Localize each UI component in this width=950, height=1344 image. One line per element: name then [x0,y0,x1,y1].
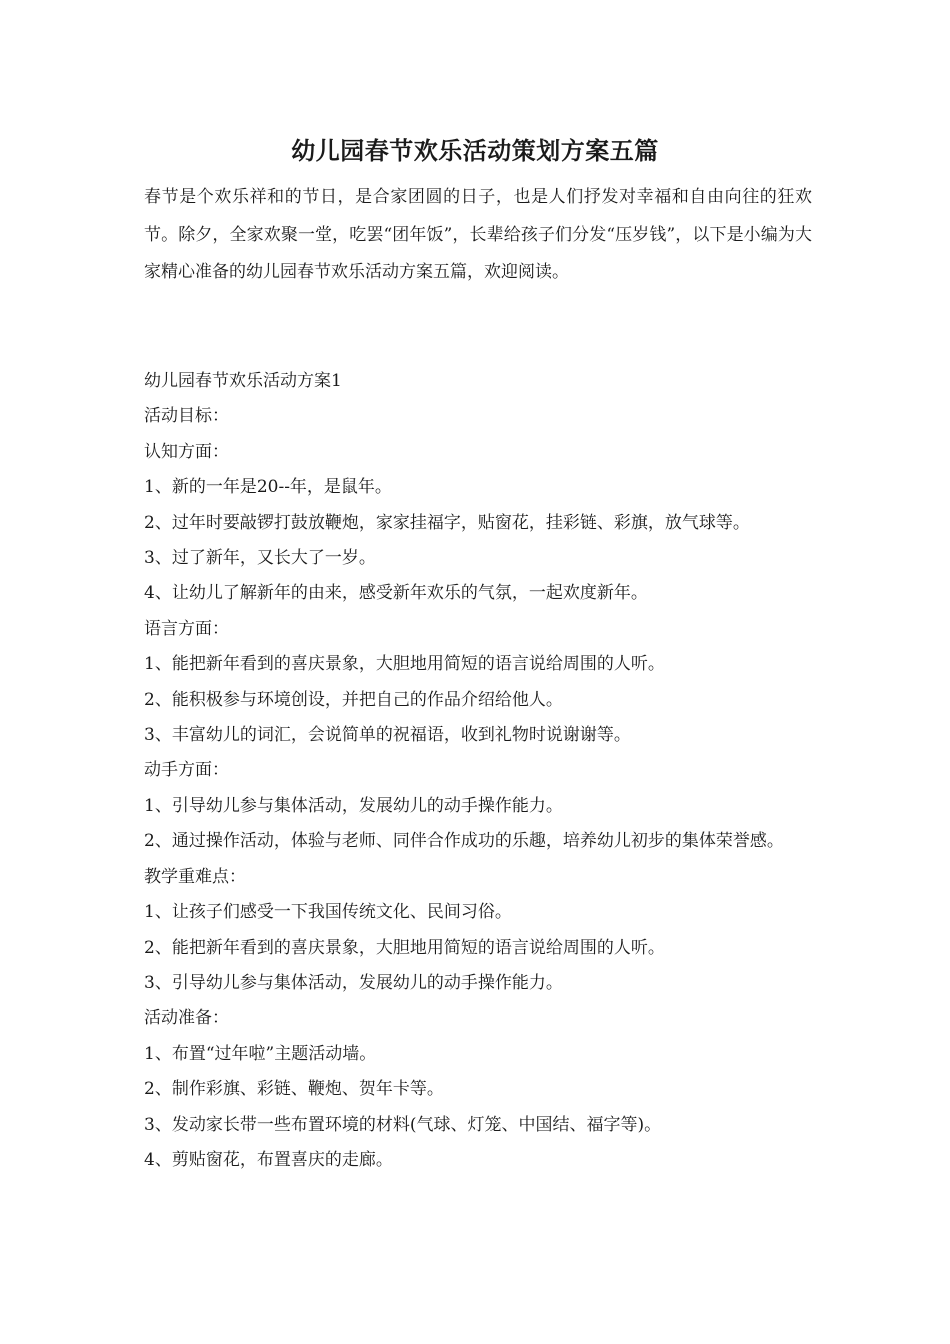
subheading-goals: 活动目标： [144,406,229,427]
subheading-language: 语言方面： [144,618,229,639]
section-heading: 幼儿园春节欢乐活动方案1 [144,371,342,391]
list-item: 2、制作彩旗、彩链、鞭炮、贺年卡等。 [144,1079,444,1100]
subheading-key-points: 教学重难点： [144,866,246,887]
document-body [144,364,824,1178]
list-item: 4、剪贴窗花，布置喜庆的走廊。 [144,1149,393,1170]
list-item: 3、过了新年，又长大了一岁。 [144,548,376,569]
subheading-hands-on: 动手方面： [144,760,229,781]
list-item: 2、通过操作活动，体验与老师、同伴合作成功的乐趣，培养幼儿初步的集体荣誉感。 [144,831,784,852]
list-item: 1、新的一年是20--年，是鼠年。 [144,477,392,498]
subheading-preparation: 活动准备： [144,1008,229,1029]
list-item: 1、让孩子们感受一下我国传统文化、民间习俗。 [144,902,512,923]
list-item: 2、能把新年看到的喜庆景象，大胆地用简短的语言说给周围的人听。 [144,937,665,958]
list-item: 3、发动家长带一些布置环境的材料(气球、灯笼、中国结、福字等)。 [144,1114,662,1135]
list-item: 3、引导幼儿参与集体活动，发展幼儿的动手操作能力。 [144,972,563,993]
intro-paragraph: 春节是个欢乐祥和的节日，是合家团圆的日子，也是人们抒发对幸福和自由向往的狂欢节。除夕，全家欢聚一堂，吃罢“团年饭”，长辈给孩子们分发“压岁钱”，以下是小编为大家精心准备的幼儿园春节欢乐活动方案五篇，欢迎阅读。 [144,187,812,282]
list-item: 1、布置“过年啦”主题活动墙。 [144,1043,377,1064]
list-item: 4、让幼儿了解新年的由来，感受新年欢乐的气氛，一起欢度新年。 [144,583,648,604]
list-item: 1、引导幼儿参与集体活动，发展幼儿的动手操作能力。 [144,795,563,816]
list-item: 2、能积极参与环境创设，并把自己的作品介绍给他人。 [144,689,563,710]
list-item: 2、过年时要敲锣打鼓放鞭炮，家家挂福字，贴窗花，挂彩链、彩旗，放气球等。 [144,512,750,533]
document-title: 幼儿园春节欢乐活动策划方案五篇 [291,136,659,165]
list-item: 1、能把新年看到的喜庆景象，大胆地用简短的语言说给周围的人听。 [144,654,665,675]
list-item: 3、丰富幼儿的词汇，会说简单的祝福语，收到礼物时说谢谢等。 [144,725,631,746]
subheading-cognitive: 认知方面： [144,441,229,462]
